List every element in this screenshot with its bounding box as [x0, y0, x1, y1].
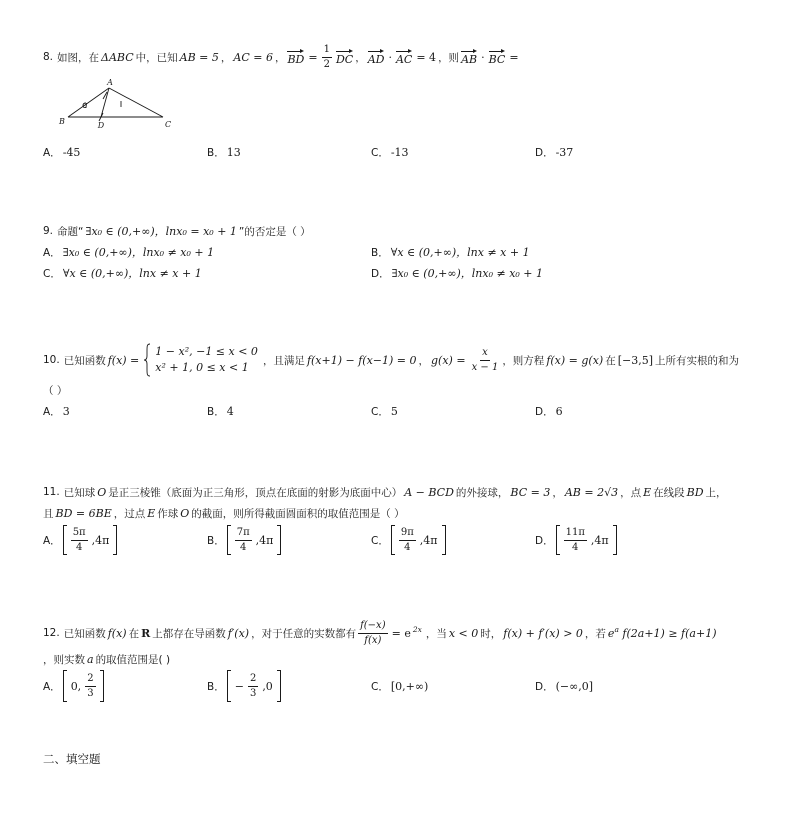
fraction-denominator: 4	[404, 541, 411, 553]
vertex-label-b: B	[59, 117, 65, 126]
math-point-e: E	[643, 485, 652, 499]
option-label: D．	[535, 146, 554, 159]
fraction-g	[470, 347, 501, 373]
right-bracket	[113, 525, 117, 555]
separator: ，	[274, 51, 286, 64]
option-upper-bound: ,4π	[91, 533, 110, 547]
piecewise-rows	[153, 344, 260, 376]
stem-text: ，对于任意的实数都有	[251, 627, 357, 640]
math-sphere-o: O	[97, 485, 107, 499]
math-equals: =	[308, 50, 318, 64]
stem-text: ，当	[425, 627, 447, 640]
fraction-numerator: 2	[85, 673, 95, 687]
fraction-denominator: 4	[75, 541, 83, 553]
math-equation: f(x) = g(x)	[546, 353, 604, 367]
vector-bd: BD	[287, 49, 304, 66]
fraction	[248, 673, 258, 699]
option-value: ∃x₀ ∈ (0,+∞)，lnx₀ ≠ x₀ + 1	[62, 246, 215, 259]
fraction	[85, 673, 95, 699]
stem-text: 时，	[480, 627, 502, 640]
option-label: C．	[371, 534, 389, 547]
left-bracket	[63, 670, 67, 702]
option-b	[207, 401, 236, 421]
stem-text: 是正三棱锥（底面为正三角形，顶点在底面的射影为底面中心）	[108, 486, 403, 499]
math-bc-length: BC = 3	[510, 485, 551, 499]
answer-parentheses: （ ）	[43, 384, 68, 397]
right-bracket	[277, 525, 281, 555]
math-equals-four: = 4	[416, 50, 437, 64]
option-value: ∀x ∈ (0,+∞)，lnx ≠ x + 1	[62, 267, 202, 280]
math-bd-relation: BD = 6BE	[55, 506, 112, 520]
option-lower-bound: 0,	[70, 679, 82, 693]
fraction-numerator: 7π	[235, 527, 252, 541]
math-pyramid: A − BCD	[404, 485, 454, 499]
option-label: B．	[207, 680, 225, 693]
option-d	[535, 525, 619, 555]
question-12-stem-line-1	[43, 618, 719, 648]
option-c	[371, 676, 430, 696]
left-bracket	[227, 670, 231, 702]
fraction	[71, 527, 88, 553]
stem-text: ，且满足	[262, 354, 305, 367]
option-label: A．	[43, 534, 61, 547]
option-d	[535, 676, 595, 696]
fraction-ratio	[358, 620, 388, 646]
option-c	[43, 263, 204, 283]
fraction-denominator: 4	[572, 541, 579, 553]
fraction	[235, 527, 252, 553]
math-inequality-rest: f(2a+1) ≥ f(a+1)	[622, 626, 717, 640]
option-c	[371, 142, 411, 162]
option-value: 5	[390, 404, 398, 418]
vector-dc: DC	[336, 49, 353, 66]
math-e: e	[607, 626, 615, 640]
separator: ，	[552, 486, 563, 499]
option-label: D．	[371, 267, 390, 280]
fraction-numerator: 11π	[564, 527, 587, 541]
question-9-stem	[43, 221, 311, 241]
fraction-numerator: f(−x)	[358, 620, 388, 634]
fraction-denominator: f(x)	[364, 634, 382, 646]
vector-bc: BC	[489, 49, 506, 66]
math-dot: ·	[388, 50, 392, 64]
stem-text: 已知函数	[63, 354, 106, 367]
fraction-numerator: 1	[322, 44, 332, 58]
option-value: 4	[226, 404, 234, 418]
option-d	[371, 263, 545, 283]
math-variable-a: a	[87, 652, 94, 666]
fraction-one-half	[322, 44, 332, 70]
question-10-stem	[43, 342, 739, 378]
option-value: 6	[555, 404, 563, 418]
fraction-denominator: 2	[323, 58, 330, 70]
option-a	[43, 142, 82, 162]
side-ac	[109, 88, 163, 117]
stem-text: 如图，在	[57, 51, 100, 64]
stem-text: 上所有实根的和为	[655, 354, 740, 367]
option-a	[43, 525, 119, 555]
question-number: 8.	[43, 51, 54, 63]
triangle-figure	[55, 74, 180, 130]
math-derivative: f′(x)	[227, 626, 250, 640]
separator: ，	[355, 51, 366, 64]
stem-text: ，则实数	[43, 653, 85, 666]
option-a	[43, 242, 216, 262]
option-label: D．	[535, 534, 554, 547]
stem-text: 作球	[157, 507, 179, 520]
stem-text: 的截面，则所得截面圆面积的取值范围是（ ）	[191, 507, 405, 520]
right-bracket	[442, 525, 446, 555]
fraction-numerator: 2	[248, 673, 258, 687]
fraction-numerator: 5π	[71, 527, 88, 541]
math-function-g: g(x) =	[431, 353, 466, 367]
stem-text: 上，	[705, 486, 727, 499]
section-title: 二、填空题	[43, 752, 101, 766]
fraction-numerator: 9π	[399, 527, 416, 541]
left-bracket	[556, 525, 560, 555]
vector-ac: AC	[396, 49, 412, 66]
option-d	[535, 401, 565, 421]
option-value: 3	[62, 404, 70, 418]
stem-text: ，则方程	[502, 354, 545, 367]
math-triangle: ΔABC	[101, 50, 134, 64]
stem-text: 中，已知	[135, 51, 178, 64]
option-label: B．	[371, 246, 389, 259]
stem-text: 命题“	[57, 225, 84, 238]
option-label: D．	[535, 680, 554, 693]
option-value: -13	[390, 145, 409, 159]
piecewise-definition	[143, 343, 260, 377]
option-a	[43, 401, 72, 421]
stem-text: 在	[605, 354, 616, 367]
math-equals: =	[509, 50, 519, 64]
stem-text: 已知球	[63, 486, 96, 499]
side-ab	[68, 88, 109, 117]
option-label: A．	[43, 146, 61, 159]
option-label: C．	[371, 680, 389, 693]
option-upper-bound: ,4π	[255, 533, 274, 547]
math-point-e: E	[147, 506, 156, 520]
option-value: (−∞,0]	[555, 679, 594, 693]
fraction-numerator: x	[480, 347, 490, 361]
option-value: [0,+∞)	[390, 679, 429, 693]
fraction-denominator: 4	[240, 541, 247, 553]
option-label: C．	[371, 146, 389, 159]
math-equals-e: = e	[391, 626, 411, 640]
separator: ，	[418, 354, 430, 367]
math-exponent: a	[614, 624, 619, 634]
left-bracket	[63, 525, 67, 555]
option-value: ∀x ∈ (0,+∞)，lnx ≠ x + 1	[390, 246, 530, 259]
stem-text: 且	[43, 507, 54, 520]
option-label: B．	[207, 146, 225, 159]
option-upper-bound: ,0	[262, 679, 273, 693]
option-label: B．	[207, 534, 225, 547]
stem-text: 的外接球，	[455, 486, 509, 499]
math-real-set: R	[141, 626, 151, 640]
brace-icon	[143, 343, 151, 377]
option-c	[371, 401, 400, 421]
option-label: A．	[43, 405, 61, 418]
option-value: -37	[555, 145, 574, 159]
stem-text: 在线段	[653, 486, 685, 499]
option-label: B．	[207, 405, 225, 418]
math-interval: [−3,5]	[617, 353, 654, 367]
math-exponential-inequality	[607, 624, 717, 640]
fraction	[564, 527, 587, 553]
left-bracket	[391, 525, 395, 555]
right-bracket	[277, 670, 281, 702]
stem-text: ，点	[620, 486, 642, 499]
separator: ，	[220, 51, 232, 64]
option-d	[535, 142, 575, 162]
piece-2: x² + 1, 0 ≤ x < 1	[155, 361, 249, 374]
math-ac-length: AC = 6	[233, 50, 273, 64]
math-condition: x < 0	[448, 626, 479, 640]
section-heading	[43, 749, 101, 769]
stem-text: ，过点	[113, 507, 146, 520]
math-function-f: f(x)	[107, 626, 127, 640]
stem-text: 上都存在导函数	[152, 627, 226, 640]
vector-ad: AD	[368, 49, 385, 66]
piece-1: 1 − x², −1 ≤ x < 0	[155, 345, 258, 358]
option-value: ∃x₀ ∈ (0,+∞)，lnx₀ ≠ x₀ + 1	[391, 267, 544, 280]
math-function-f: f(x) =	[107, 353, 140, 367]
option-label: C．	[371, 405, 389, 418]
stem-text: 在	[128, 627, 140, 640]
option-upper-bound: ,4π	[590, 533, 609, 547]
fraction-denominator: 3	[87, 687, 94, 699]
question-11-stem-line-2	[43, 503, 405, 523]
math-exponent: 2x	[412, 624, 422, 634]
question-number: 9.	[43, 225, 54, 237]
math-exponential	[391, 624, 424, 640]
math-sphere-o: O	[180, 506, 190, 520]
stem-text: 已知函数	[63, 627, 106, 640]
minus-sign: −	[234, 679, 244, 693]
question-11-stem-line-1	[43, 482, 727, 502]
stem-text: ”的否定是（ ）	[238, 225, 311, 238]
vertex-label-d: D	[97, 121, 105, 130]
option-b	[207, 670, 283, 702]
math-condition: f(x+1) − f(x−1) = 0	[306, 353, 417, 367]
stem-text: ，则	[438, 51, 460, 64]
math-ab-length: AB = 2√3	[564, 485, 619, 499]
question-number: 11.	[43, 486, 60, 498]
math-segment-bd: BD	[686, 485, 704, 499]
option-value: 13	[226, 145, 241, 159]
option-a	[43, 670, 106, 702]
option-label: A．	[43, 680, 61, 693]
option-label: C．	[43, 267, 61, 280]
option-b	[207, 142, 243, 162]
math-inequality: f(x) + f′(x) > 0	[503, 626, 583, 640]
option-label: A．	[43, 246, 61, 259]
math-dot: ·	[481, 50, 485, 64]
question-10-answer-paren	[43, 380, 67, 400]
option-c	[371, 525, 448, 555]
option-b	[207, 525, 283, 555]
vector-ab: AB	[461, 49, 477, 66]
stem-text: ，若	[584, 627, 606, 640]
fraction-denominator: x − 1	[471, 361, 499, 373]
option-value: -45	[62, 145, 81, 159]
question-12-stem-line-2	[43, 649, 170, 669]
question-number: 12.	[43, 627, 60, 639]
left-bracket	[227, 525, 231, 555]
right-bracket	[613, 525, 617, 555]
math-ab-length: AB = 5	[179, 50, 219, 64]
math-proposition: ∃x₀ ∈ (0,+∞)，lnx₀ = x₀ + 1	[85, 225, 237, 238]
question-8-stem	[43, 45, 521, 69]
fraction	[399, 527, 416, 553]
question-number: 10.	[43, 354, 60, 366]
option-label: D．	[535, 405, 554, 418]
vertex-label-c: C	[165, 120, 172, 129]
option-upper-bound: ,4π	[419, 533, 438, 547]
stem-text: 的取值范围是( )	[95, 653, 171, 666]
option-b	[371, 242, 532, 262]
right-bracket	[100, 670, 104, 702]
vertex-label-a: A	[107, 78, 113, 87]
fraction-denominator: 3	[249, 687, 257, 699]
